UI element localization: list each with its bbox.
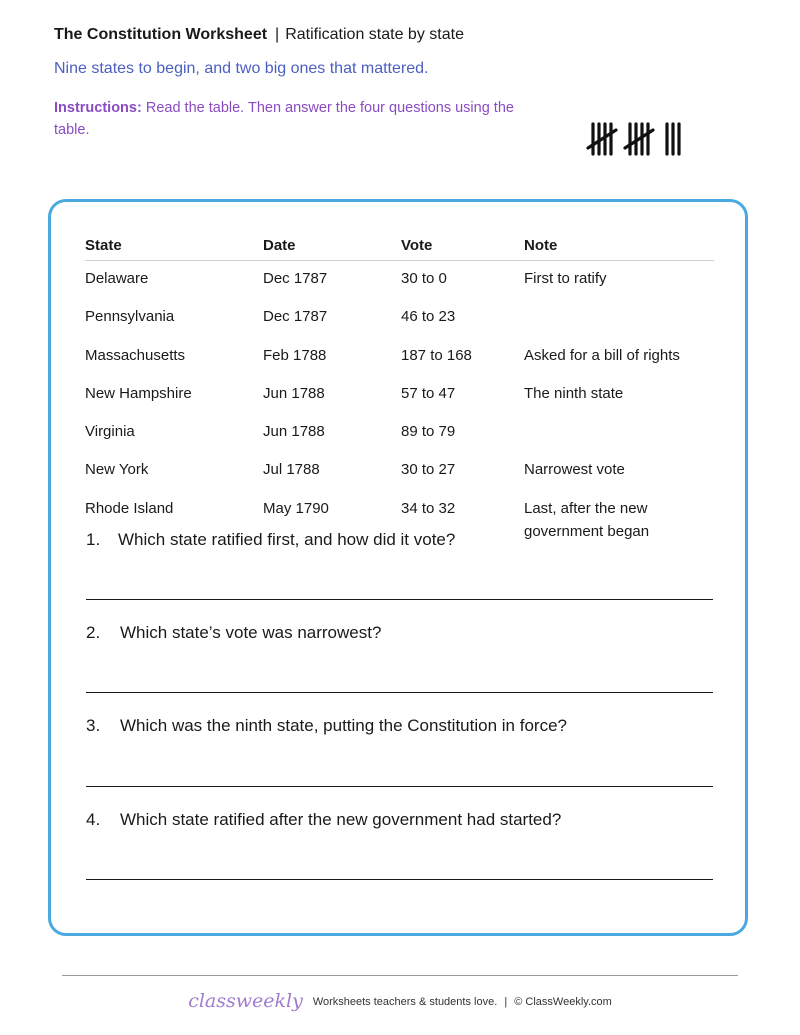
cell-note: Last, after the new government began <box>524 499 650 540</box>
instructions <box>54 97 534 141</box>
footer-copyright: © ClassWeekly.com <box>514 996 612 1008</box>
question-number: 4. <box>86 810 101 829</box>
cell-date: Feb 1788 <box>263 346 327 364</box>
tally-marks-icon <box>585 118 685 160</box>
cell-date: Jun 1788 <box>263 384 325 402</box>
question-number: 3. <box>86 716 101 735</box>
cell-date: May 1790 <box>263 499 329 517</box>
column-header-vote <box>401 236 524 261</box>
answer-line-4[interactable] <box>86 879 713 880</box>
footer-separator: | <box>504 996 508 1008</box>
table-row <box>85 336 714 374</box>
cell-date: Dec 1787 <box>263 308 328 326</box>
column-header-date <box>263 236 401 261</box>
question-text: Which state’s vote was narrowest? <box>120 623 382 642</box>
question-text: Which state ratified after the new government had started? <box>120 810 562 829</box>
cell-state: New Hampshire <box>85 384 192 402</box>
cell-vote: 57 to 47 <box>401 384 456 402</box>
question-2 <box>86 623 381 643</box>
question-1 <box>86 530 455 550</box>
cell-state: Massachusetts <box>85 346 186 364</box>
cell-vote: 30 to 0 <box>401 270 447 287</box>
cell-state: Delaware <box>85 270 149 287</box>
cell-state: Rhode Island <box>85 499 174 517</box>
question-text: Which was the ninth state, putting the Constitution in force? <box>120 716 567 735</box>
cell-date: Jun 1788 <box>263 423 325 441</box>
cell-note: Narrowest vote <box>524 461 625 479</box>
cell-vote: 34 to 32 <box>401 499 456 517</box>
header-separator: | <box>275 26 280 43</box>
question-number: 2. <box>86 623 101 642</box>
table-header-row <box>85 236 714 261</box>
column-header-note <box>524 236 714 261</box>
table-row <box>85 412 714 450</box>
question-3 <box>86 716 567 736</box>
ratification-table <box>85 236 714 543</box>
column-header-note-label: Note <box>524 237 714 261</box>
cell-state: Virginia <box>85 423 135 441</box>
brand-logo: classweekly <box>188 990 303 1012</box>
table-row <box>85 374 714 412</box>
footer <box>0 990 800 1012</box>
question-4 <box>86 810 561 830</box>
worksheet-title: The Constitution Worksheet <box>54 26 268 43</box>
cell-note <box>524 297 714 335</box>
column-header-date-label: Date <box>263 237 385 261</box>
cell-vote: 89 to 79 <box>401 423 456 441</box>
cell-vote: 187 to 168 <box>401 346 472 364</box>
question-text: Which state ratified first, and how did it vote? <box>118 530 456 549</box>
worksheet-header <box>54 26 464 44</box>
cell-note: First to ratify <box>524 270 607 287</box>
answer-line-2[interactable] <box>86 692 713 693</box>
table-row <box>85 261 714 297</box>
tagline: Nine states to begin, and two big ones that mattered. <box>54 60 429 77</box>
table-row <box>85 450 714 488</box>
cell-date: Jul 1788 <box>263 461 320 479</box>
column-header-vote-label: Vote <box>401 237 508 261</box>
cell-note: Asked for a bill of rights <box>524 346 680 364</box>
cell-note: The ninth state <box>524 384 624 402</box>
column-header-state-label: State <box>85 237 247 261</box>
instructions-lead: Instructions: <box>54 100 142 116</box>
cell-date: Dec 1787 <box>263 270 328 287</box>
cell-note <box>524 412 714 450</box>
table-row <box>85 297 714 335</box>
worksheet-subtitle: Ratification state by state <box>285 26 464 43</box>
answer-line-1[interactable] <box>86 599 713 600</box>
cell-state: Pennsylvania <box>85 308 175 326</box>
cell-state: New York <box>85 461 149 479</box>
instructions-text: Read the table. Then answer the four questions using the table. <box>54 100 514 138</box>
cell-vote: 30 to 27 <box>401 461 456 479</box>
footer-tagline: Worksheets teachers & students love. <box>312 996 498 1008</box>
cell-vote: 46 to 23 <box>401 308 456 326</box>
column-header-state <box>85 236 263 261</box>
footer-divider <box>62 975 738 976</box>
answer-line-3[interactable] <box>86 786 713 787</box>
question-number: 1. <box>86 530 101 549</box>
